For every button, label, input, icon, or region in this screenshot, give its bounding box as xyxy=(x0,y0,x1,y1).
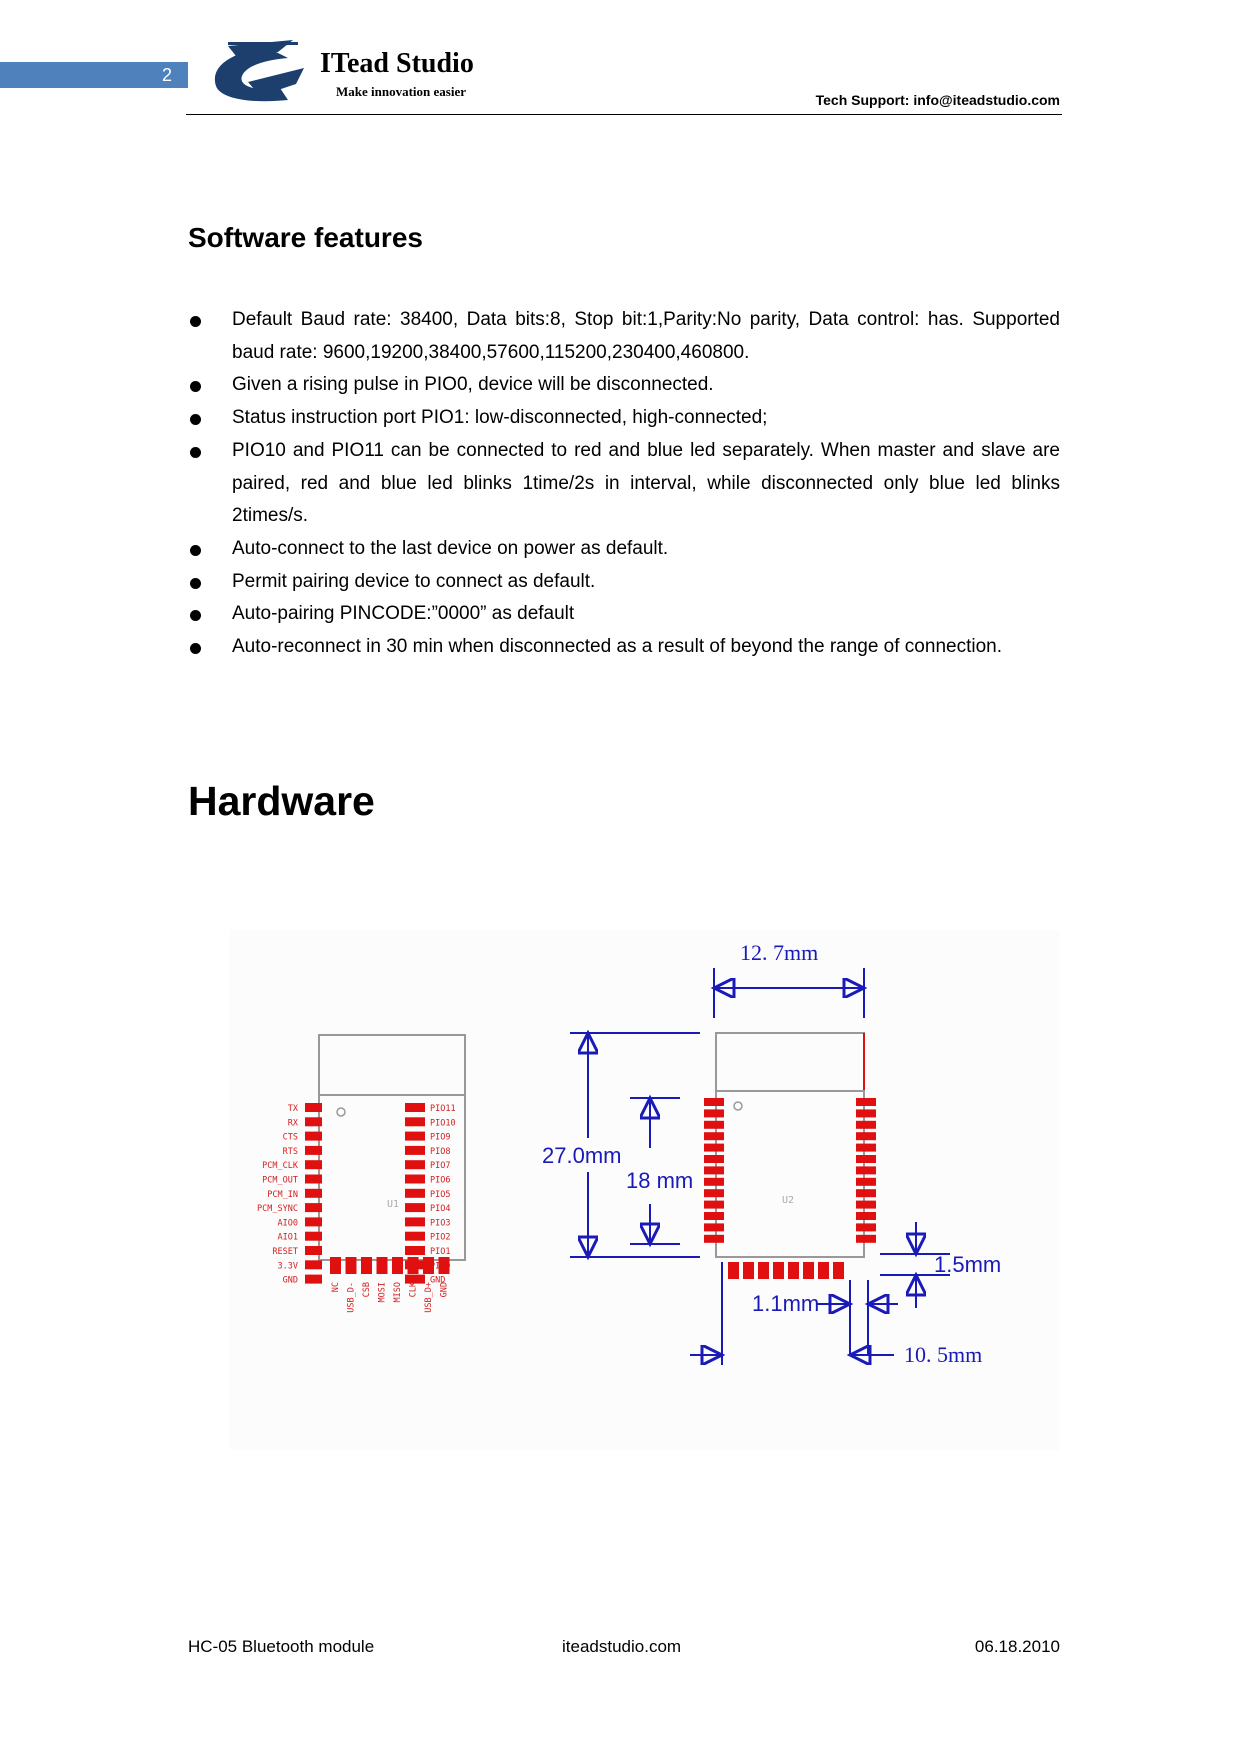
u1-left-pad xyxy=(305,1175,322,1184)
u2-right-pad xyxy=(856,1223,876,1231)
u2-left-pad xyxy=(704,1178,724,1186)
u1-bottom-pin-label: GND xyxy=(439,1282,450,1298)
u2-right-pad xyxy=(856,1178,876,1186)
itead-logo xyxy=(208,38,608,110)
u1-left-pad xyxy=(305,1132,322,1141)
u2-pads xyxy=(704,1098,876,1279)
u2-label: U2 xyxy=(782,1195,795,1206)
u2-left-pad xyxy=(704,1189,724,1197)
u1-bottom-pad xyxy=(439,1257,450,1274)
u1-left-pin-label: TX xyxy=(287,1104,298,1114)
brand-name: ITead Studio xyxy=(320,48,474,79)
brand-tagline: Make innovation easier xyxy=(336,84,466,99)
u1-right-pin-label: PIO7 xyxy=(430,1161,451,1172)
feature-item: Auto-reconnect in 30 min when disconnected as a result of beyond the range of connection. xyxy=(188,631,1060,664)
bullet-icon xyxy=(190,447,201,458)
u2-right-pad xyxy=(856,1155,876,1163)
dim-pad-row-label: 10. 5mm xyxy=(904,1342,983,1367)
u2-right-pad xyxy=(856,1109,876,1117)
footer-date: 06.18.2010 xyxy=(974,1637,1060,1656)
u2-right-pad xyxy=(856,1144,876,1152)
u1-right-pin-label: PIO10 xyxy=(430,1118,456,1129)
footer-website: iteadstudio.com xyxy=(562,1637,682,1656)
u1-right-pad xyxy=(405,1117,425,1126)
u1-bottom-pin-label: CLK xyxy=(408,1282,419,1298)
u2-body xyxy=(716,1091,864,1257)
feature-item: Status instruction port PIO1: low-disconnected, high-connected; xyxy=(188,402,1060,435)
u1-left-pin-label: GND xyxy=(282,1275,298,1286)
u2-bottom-pad xyxy=(788,1262,799,1279)
u1-left-pad xyxy=(305,1146,322,1155)
dim-pad-span-label: 18 mm xyxy=(626,1168,694,1193)
dim-pad-height-label: 1.5mm xyxy=(934,1252,1002,1277)
u1-right-pad xyxy=(405,1146,425,1155)
u1-left-pad xyxy=(305,1275,322,1284)
u2-left-pad xyxy=(704,1201,724,1209)
u2-bottom-pad xyxy=(803,1262,814,1279)
u1-right-pad xyxy=(405,1217,425,1226)
u2-left-pad xyxy=(704,1166,724,1174)
dim-width-label: 12. 7mm xyxy=(740,940,819,965)
u2-left-pad xyxy=(704,1132,724,1140)
u1-right-pad xyxy=(405,1203,425,1212)
u1-left-pad xyxy=(305,1103,322,1112)
u1-right-pad xyxy=(405,1160,425,1169)
u1-left-pin-label: RX xyxy=(287,1118,298,1129)
u2-left-pad xyxy=(704,1223,724,1231)
u1-left-pin-label: PCM_CLK xyxy=(262,1161,298,1172)
u1-right-pin-label: PIO1 xyxy=(430,1247,451,1257)
page-number: 2 xyxy=(161,65,172,85)
u2-left-pad xyxy=(704,1121,724,1129)
u1-right-pin-label: PIO9 xyxy=(430,1132,451,1143)
u1-left-pad xyxy=(305,1160,322,1169)
u1-right-pad xyxy=(405,1246,425,1255)
u1-bottom-pads xyxy=(330,1257,450,1313)
u2-left-pad xyxy=(704,1155,724,1163)
feature-item: Given a rising pulse in PIO0, device will be disconnected. xyxy=(188,369,1060,402)
u2-right-pad xyxy=(856,1098,876,1106)
u2-bottom-pad xyxy=(773,1262,784,1279)
u2-left-pad xyxy=(704,1144,724,1152)
u2-left-pad xyxy=(704,1098,724,1106)
u2-right-pad xyxy=(856,1121,876,1129)
dim-length-label: 27.0mm xyxy=(542,1143,622,1168)
bullet-icon xyxy=(190,578,201,589)
u1-right-pin-label: PIO3 xyxy=(430,1218,451,1229)
u1-bottom-pad xyxy=(330,1257,341,1274)
u1-left-pin-label: 3.3V xyxy=(277,1261,298,1272)
u1-right-pin-label: PIO4 xyxy=(430,1204,451,1215)
u2-left-pad xyxy=(704,1235,724,1243)
u2-right-pad xyxy=(856,1166,876,1174)
bullet-icon xyxy=(190,643,201,654)
u1-left-pin-label: CTS xyxy=(282,1132,298,1143)
u1-left-pin-label: RTS xyxy=(282,1146,298,1157)
u1-left-pad xyxy=(305,1260,322,1269)
u1-pin1-marker xyxy=(337,1108,345,1116)
u1-right-pad xyxy=(405,1132,425,1141)
feature-item: PIO10 and PIO11 can be connected to red and blue led separately. When master and slave are paired, red and blue led blinks 1time/2s in interval, while disconnected only blue led blinks 2times/s. xyxy=(188,435,1060,533)
u1-left-pin-label: AIO0 xyxy=(277,1218,298,1229)
u2-right-pad xyxy=(856,1235,876,1243)
u2-left-pad xyxy=(704,1109,724,1117)
u2-bottom-pad xyxy=(818,1262,829,1279)
u1-right-pin-label: PIO2 xyxy=(430,1232,451,1243)
u2-right-pad xyxy=(856,1212,876,1220)
bullet-icon xyxy=(190,414,201,425)
u1-bottom-pin-label: CSB xyxy=(362,1282,372,1298)
u2-bottom-pad xyxy=(743,1262,754,1279)
u1-right-pin-label: PIO11 xyxy=(430,1104,456,1114)
u1-right-pin-label: PIO5 xyxy=(430,1189,451,1200)
u1-left-pad xyxy=(305,1203,322,1212)
feature-item: Default Baud rate: 38400, Data bits:8, Stop bit:1,Parity:No parity, Data control: has. Supported baud rate: 9600,19200,38400,57600,115200,230400,460800. xyxy=(188,304,1060,369)
u1-right-pad xyxy=(405,1103,425,1112)
feature-item: Auto-connect to the last device on power as default. xyxy=(188,533,1060,566)
u2-bottom-pad xyxy=(758,1262,769,1279)
u2-bottom-pad xyxy=(728,1262,739,1279)
u2-right-pad xyxy=(856,1189,876,1197)
hc05-footprint-diagram xyxy=(230,930,1060,1450)
tech-support-text: Tech Support: info@iteadstudio.com xyxy=(815,92,1060,108)
feature-item: Auto-pairing PINCODE:”0000” as default xyxy=(188,598,1060,631)
u1-bottom-pad xyxy=(361,1257,372,1274)
u2-antenna-area xyxy=(716,1033,864,1091)
feature-item: Permit pairing device to connect as default. xyxy=(188,566,1060,599)
u1-bottom-pad xyxy=(392,1257,403,1274)
u2-pin1-marker xyxy=(734,1102,742,1110)
u1-left-pad xyxy=(305,1246,322,1255)
u1-left-pad xyxy=(305,1117,322,1126)
u1-antenna-area xyxy=(319,1035,465,1095)
u2-right-pad xyxy=(856,1132,876,1140)
header-divider xyxy=(186,114,1062,115)
u2-bottom-pad xyxy=(833,1262,844,1279)
u1-bottom-pin-label: USB_D+ xyxy=(424,1282,434,1313)
bullet-icon xyxy=(190,545,201,556)
u1-right-pad xyxy=(405,1189,425,1198)
u1-left-pads xyxy=(257,1103,322,1286)
u1-right-pin-label: PIO8 xyxy=(430,1146,451,1157)
hardware-heading: Hardware xyxy=(188,778,375,824)
u1-right-pin-label: GND xyxy=(430,1275,446,1286)
u1-bottom-pad xyxy=(423,1257,434,1274)
u1-bottom-pin-label: MISO xyxy=(393,1282,403,1303)
footer-product: HC-05 Bluetooth module xyxy=(188,1637,375,1656)
u2-left-pad xyxy=(704,1212,724,1220)
u1-left-pin-label: RESET xyxy=(272,1247,298,1257)
u1-left-pin-label: PCM_IN xyxy=(267,1189,298,1200)
u1-bottom-pad xyxy=(377,1257,388,1274)
u1-bottom-pad xyxy=(346,1257,357,1274)
u1-label: U1 xyxy=(387,1199,400,1210)
u1-left-pad xyxy=(305,1189,322,1198)
u1-bottom-pin-label: NC xyxy=(331,1282,341,1293)
bullet-icon xyxy=(190,316,201,327)
u1-left-pin-label: PCM_OUT xyxy=(262,1175,298,1186)
dim-pad-pitch-label: 1.1mm xyxy=(752,1291,820,1316)
u1-right-pin-label: PIO6 xyxy=(430,1175,451,1186)
bullet-icon xyxy=(190,381,201,392)
u1-bottom-pin-label: MOSI xyxy=(377,1282,388,1303)
u1-right-pad xyxy=(405,1232,425,1241)
software-features-list xyxy=(188,304,1060,664)
u1-left-pad xyxy=(305,1217,322,1226)
u1-bottom-pad xyxy=(408,1257,419,1274)
u1-left-pin-label: PCM_SYNC xyxy=(257,1204,298,1215)
software-features-heading: Software features xyxy=(188,222,423,253)
u1-left-pad xyxy=(305,1232,322,1241)
u1-left-pin-label: AIO1 xyxy=(277,1232,298,1243)
u2-right-pad xyxy=(856,1201,876,1209)
u1-right-pad xyxy=(405,1175,425,1184)
bullet-icon xyxy=(190,610,201,621)
u1-bottom-pin-label: USB_D- xyxy=(346,1282,357,1313)
